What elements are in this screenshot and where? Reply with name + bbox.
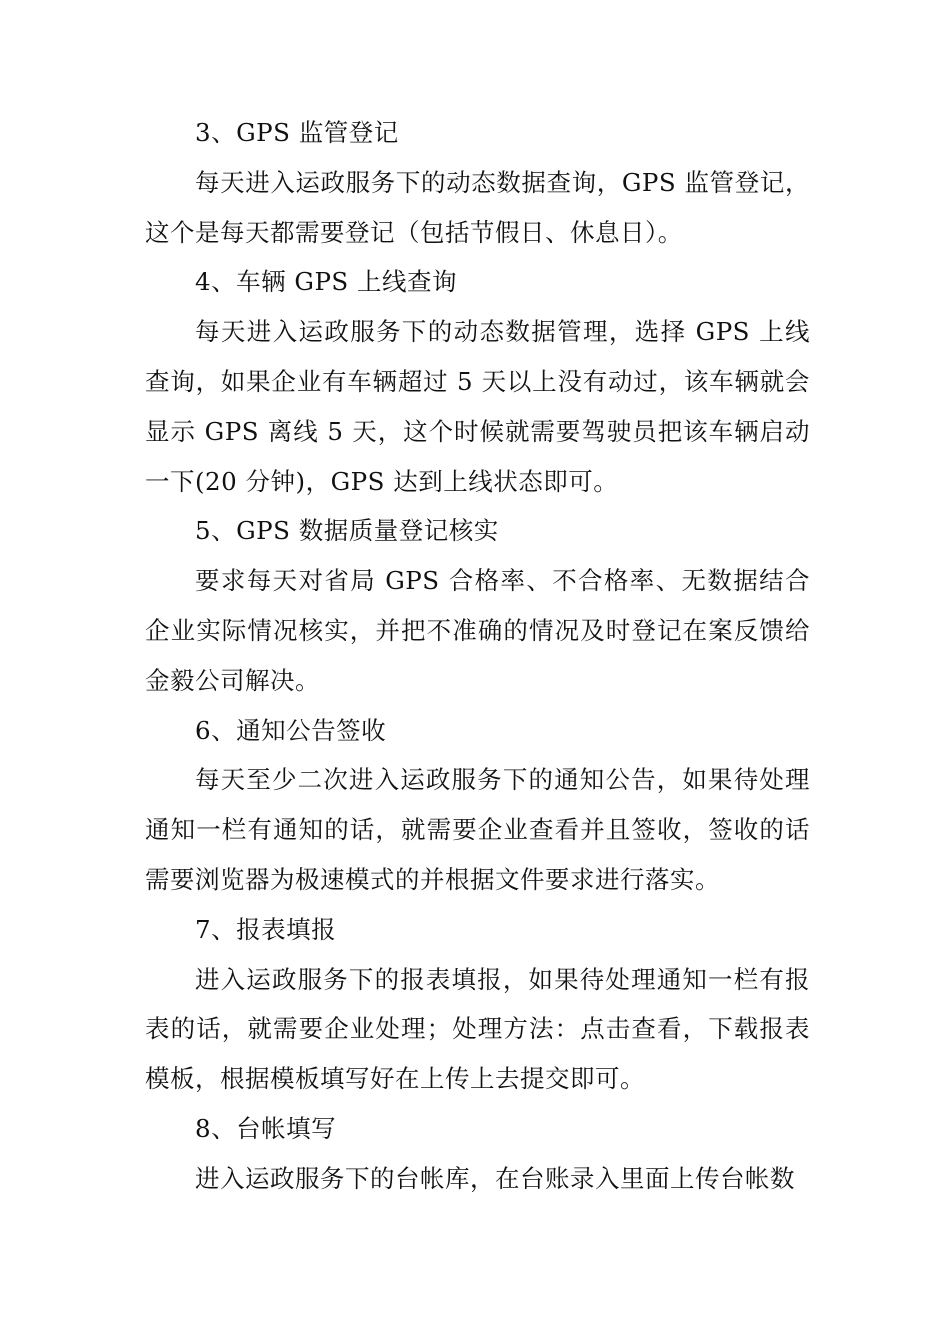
paragraph-report-filing: 进入运政服务下的报表填报，如果待处理通知一栏有报表的话，就需要企业处理；处理方法：点击查看，下载报表模板，根据模板填写好在上传上去提交即可。	[145, 964, 810, 1094]
document-page	[145, 108, 810, 1204]
section-heading-report-filing: 7、报表填报	[195, 914, 337, 944]
paragraph-gps-data-quality: 要求每天对省局 GPS 合格率、不合格率、无数据结合企业实际情况核实，并把不准确的情况及时登记在案反馈给金毅公司解决。	[145, 566, 810, 695]
paragraph-gps-registration: 每天进入运政服务下的动态数据查询，GPS 监管登记，这个是每天都需要登记（包括节假日、休息日）。	[145, 167, 810, 247]
section-heading-ledger-entry: 8、台帐填写	[195, 1113, 337, 1143]
section-heading-gps-registration: 3、GPS 监管登记	[195, 118, 399, 147]
section-heading-gps-data-quality: 5、GPS 数据质量登记核实	[195, 516, 499, 546]
paragraph-gps-online-query: 每天进入运政服务下的动态数据管理，选择 GPS 上线查询，如果企业有车辆超过 5 天以上没有动过，该车辆就会显示 GPS 离线 5 天，这个时候就需要驾驶员把该车辆启动一下(20 分钟)，GPS 达到上线状态即可。	[145, 317, 810, 496]
section-heading-gps-online-query: 4、车辆 GPS 上线查询	[195, 267, 458, 297]
paragraph-notice-signoff: 每天至少二次进入运政服务下的通知公告，如果待处理通知一栏有通知的话，就需要企业查看并且签收，签收的话需要浏览器为极速模式的并根据文件要求进行落实。	[145, 765, 810, 894]
paragraph-ledger-entry: 进入运政服务下的台帐库，在台账录入里面上传台帐数	[195, 1163, 795, 1193]
section-heading-notice-signoff: 6、通知公告签收	[195, 715, 387, 745]
